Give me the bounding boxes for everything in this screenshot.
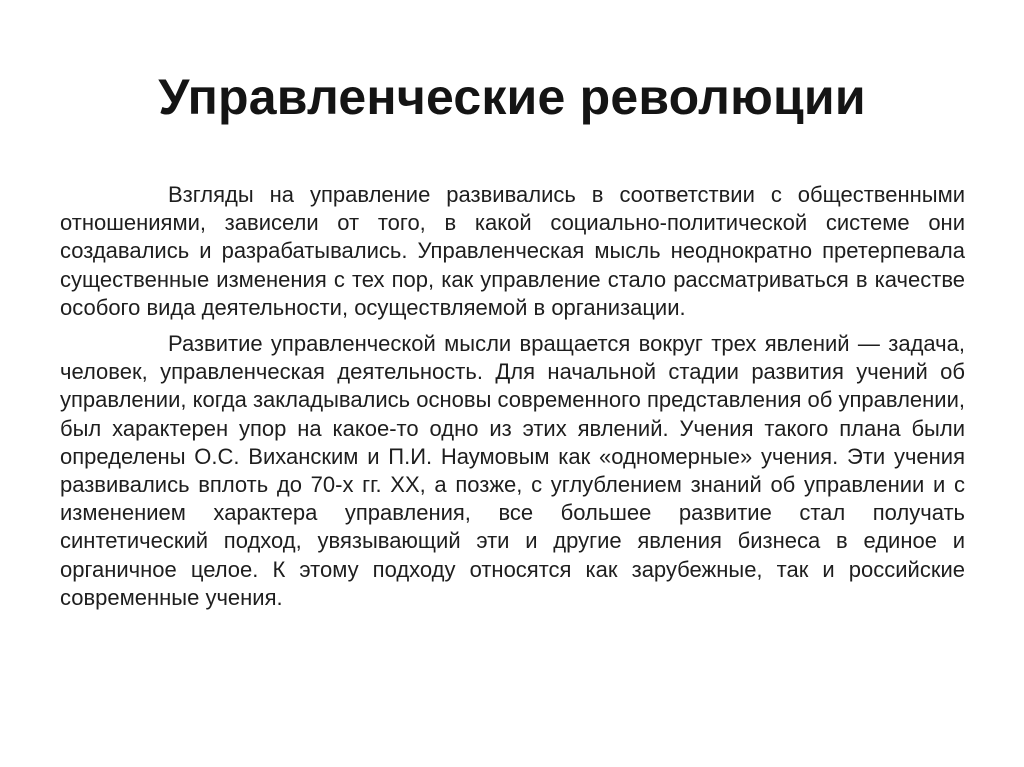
paragraph-development-of-thought: Развитие управленческой мысли вращается вокруг трех явлений — задача, человек, управленческая деятельность. Для начальной стадии развития учений об управлении, когда закладывались основы современного представления об управлении, был характерен упор на какое-то одно из этих явлений. Учения такого плана были определены О.С. Виханским и П.И. Наумовым как «одномерные» учения. Эти учения развивались вплоть до 70-х гг. XX, а позже, с углублением знаний об управлении и с изменением характера управления, все большее развитие стал получать синтетический подход, увязывающий эти и другие явления бизнеса в единое и органичное целое. К этому подходу относятся как зарубежные, так и российские современные учения.	[60, 331, 965, 610]
paragraph-views-on-management: Взгляды на управление развивались в соответствии с общественными отношениями, зависели от того, в какой социально-политической системе они создавались и разрабатывались. Управленческая мысль неоднократно претерпевала существенные изменения с тех пор, как управление стало рассматриваться в качестве особого вида деятельности, осуществляемой в организации.	[60, 182, 965, 320]
slide-body	[60, 181, 965, 612]
slide-title: Управленческие революции	[158, 69, 866, 125]
